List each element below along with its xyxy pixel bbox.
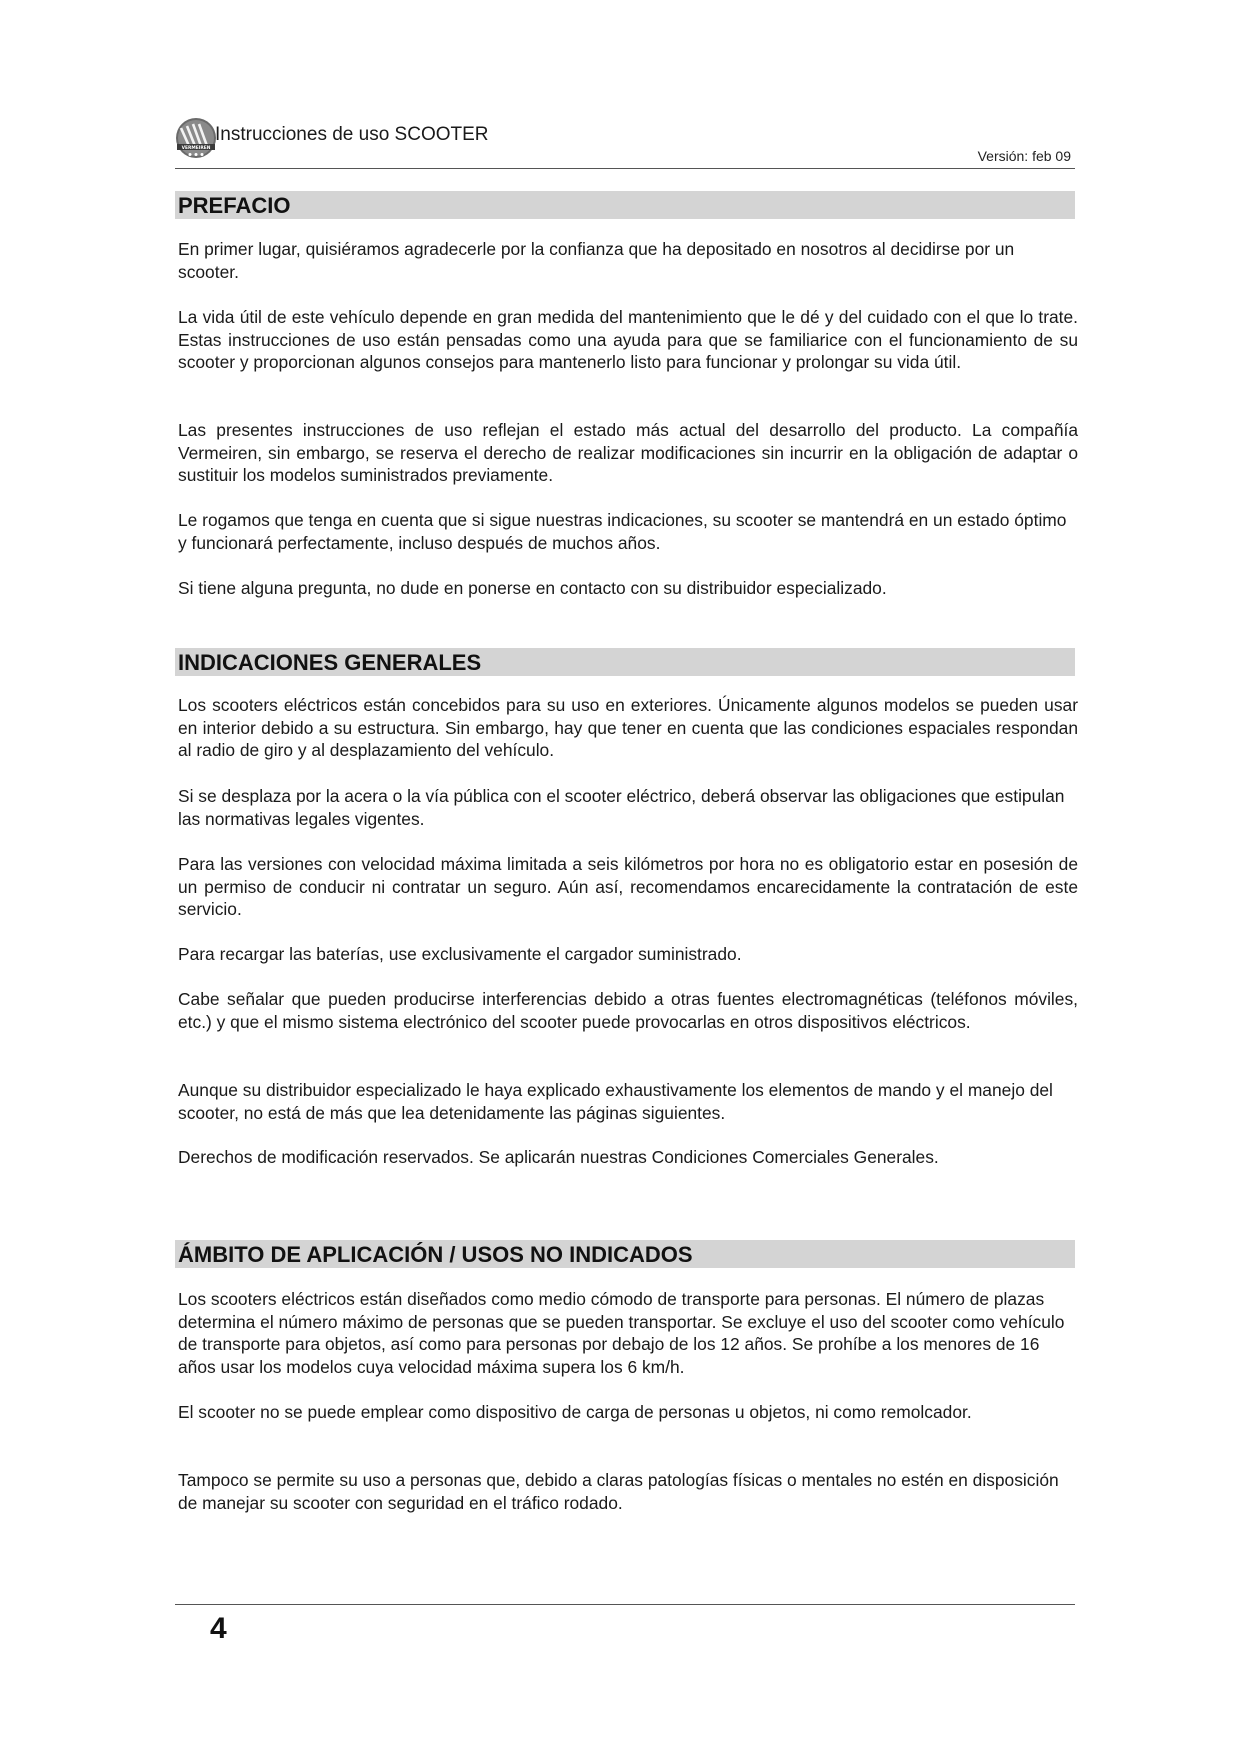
ambito-paragraph-2: El scooter no se puede emplear como dispositivo de carga de personas u objetos, ni como remolcador. (178, 1402, 972, 1422)
indicaciones-paragraph-6: Aunque su distribuidor especializado le haya explicado exhaustivamente los elementos de mando y el manejo del scooter, no está de más que lea detenidamente las páginas siguientes. (178, 1080, 1053, 1123)
section-heading-prefacio: PREFACIO (175, 191, 1075, 219)
prefacio-paragraph-4: Le rogamos que tenga en cuenta que si sigue nuestras indicaciones, su scooter se mantendrá en un estado óptimo y funcionará perfectamente, incluso después de muchos años. (178, 510, 1067, 553)
indicaciones-paragraph-5: Cabe señalar que pueden producirse interferencias debido a otras fuentes electromagnéticas (teléfonos móviles, etc.) y que el mismo sistema electrónico del scooter puede provocarlas en otros dispositivos eléctricos. (178, 989, 1078, 1032)
svg-text:VERMEIREN: VERMEIREN (181, 146, 211, 151)
ambito-paragraph-1: Los scooters eléctricos están diseñados como medio cómodo de transporte para personas. El número de plazas determina el número máximo de personas que se pueden transportar. Se excluye el uso del scooter como vehículo de transporte para objetos, así como para personas por debajo de los 12 años. Se prohíbe a los menores de 16 años usar los modelos cuya velocidad máxima supera los 6 km/h. (178, 1289, 1065, 1377)
indicaciones-paragraph-2: Si se desplaza por la acera o la vía pública con el scooter eléctrico, deberá observar las obligaciones que estipulan las normativas legales vigentes. (178, 786, 1065, 829)
header-title: Instrucciones de uso SCOOTER (215, 124, 489, 145)
page-header (175, 112, 1075, 169)
prefacio-paragraph-3: Las presentes instrucciones de uso reflejan el estado más actual del desarrollo del producto. La compañía Vermeiren, sin embargo, se reserva el derecho de realizar modificaciones sin incurrir en la obligación de adaptar o sustituir los modelos suministrados previamente. (178, 420, 1078, 486)
prefacio-paragraph-5: Si tiene alguna pregunta, no dude en ponerse en contacto con su distribuidor especializado. (178, 578, 887, 598)
ambito-paragraph-3: Tampoco se permite su uso a personas que, debido a claras patologías físicas o mentales no estén en disposición de manejar su scooter con seguridad en el tráfico rodado. (178, 1470, 1059, 1513)
section-heading-indicaciones-generales: INDICACIONES GENERALES (175, 648, 1075, 676)
prefacio-paragraph-1: En primer lugar, quisiéramos agradecerle por la confianza que ha depositado en nosotros al decidirse por un scooter. (178, 239, 1015, 282)
vermeiren-logo-icon (175, 116, 217, 160)
document-page (175, 0, 1078, 1754)
prefacio-paragraph-2: La vida útil de este vehículo depende en gran medida del mantenimiento que le dé y del cuidado con el que lo trate. Estas instrucciones de uso están pensadas como una ayuda para que se familiarice con el funcionamiento de su scooter y proporcionan algunos consejos para mantenerlo listo para funcionar y prolongar su vida útil. (178, 307, 1078, 373)
footer-rule (175, 1604, 1075, 1605)
indicaciones-paragraph-3: Para las versiones con velocidad máxima limitada a seis kilómetros por hora no es obligatorio estar en posesión de un permiso de conducir ni contratar un seguro. Aún así, recomendamos encarecidamente la contratación de este servicio. (178, 854, 1078, 920)
section-heading-ambito-de-aplicacion: ÁMBITO DE APLICACIÓN / USOS NO INDICADOS (175, 1240, 1075, 1268)
header-version: Versión: feb 09 (977, 148, 1071, 164)
page-number: 4 (210, 1612, 227, 1645)
indicaciones-paragraph-4: Para recargar las baterías, use exclusivamente el cargador suministrado. (178, 944, 742, 964)
indicaciones-paragraph-7: Derechos de modificación reservados. Se aplicarán nuestras Condiciones Comerciales Generales. (178, 1147, 939, 1167)
indicaciones-paragraph-1: Los scooters eléctricos están concebidos para su uso en exteriores. Únicamente algunos modelos se pueden usar en interior debido a su estructura. Sin embargo, hay que tener en cuenta que las condiciones espaciales respondan al radio de giro y al desplazamiento del vehículo. (178, 695, 1078, 761)
